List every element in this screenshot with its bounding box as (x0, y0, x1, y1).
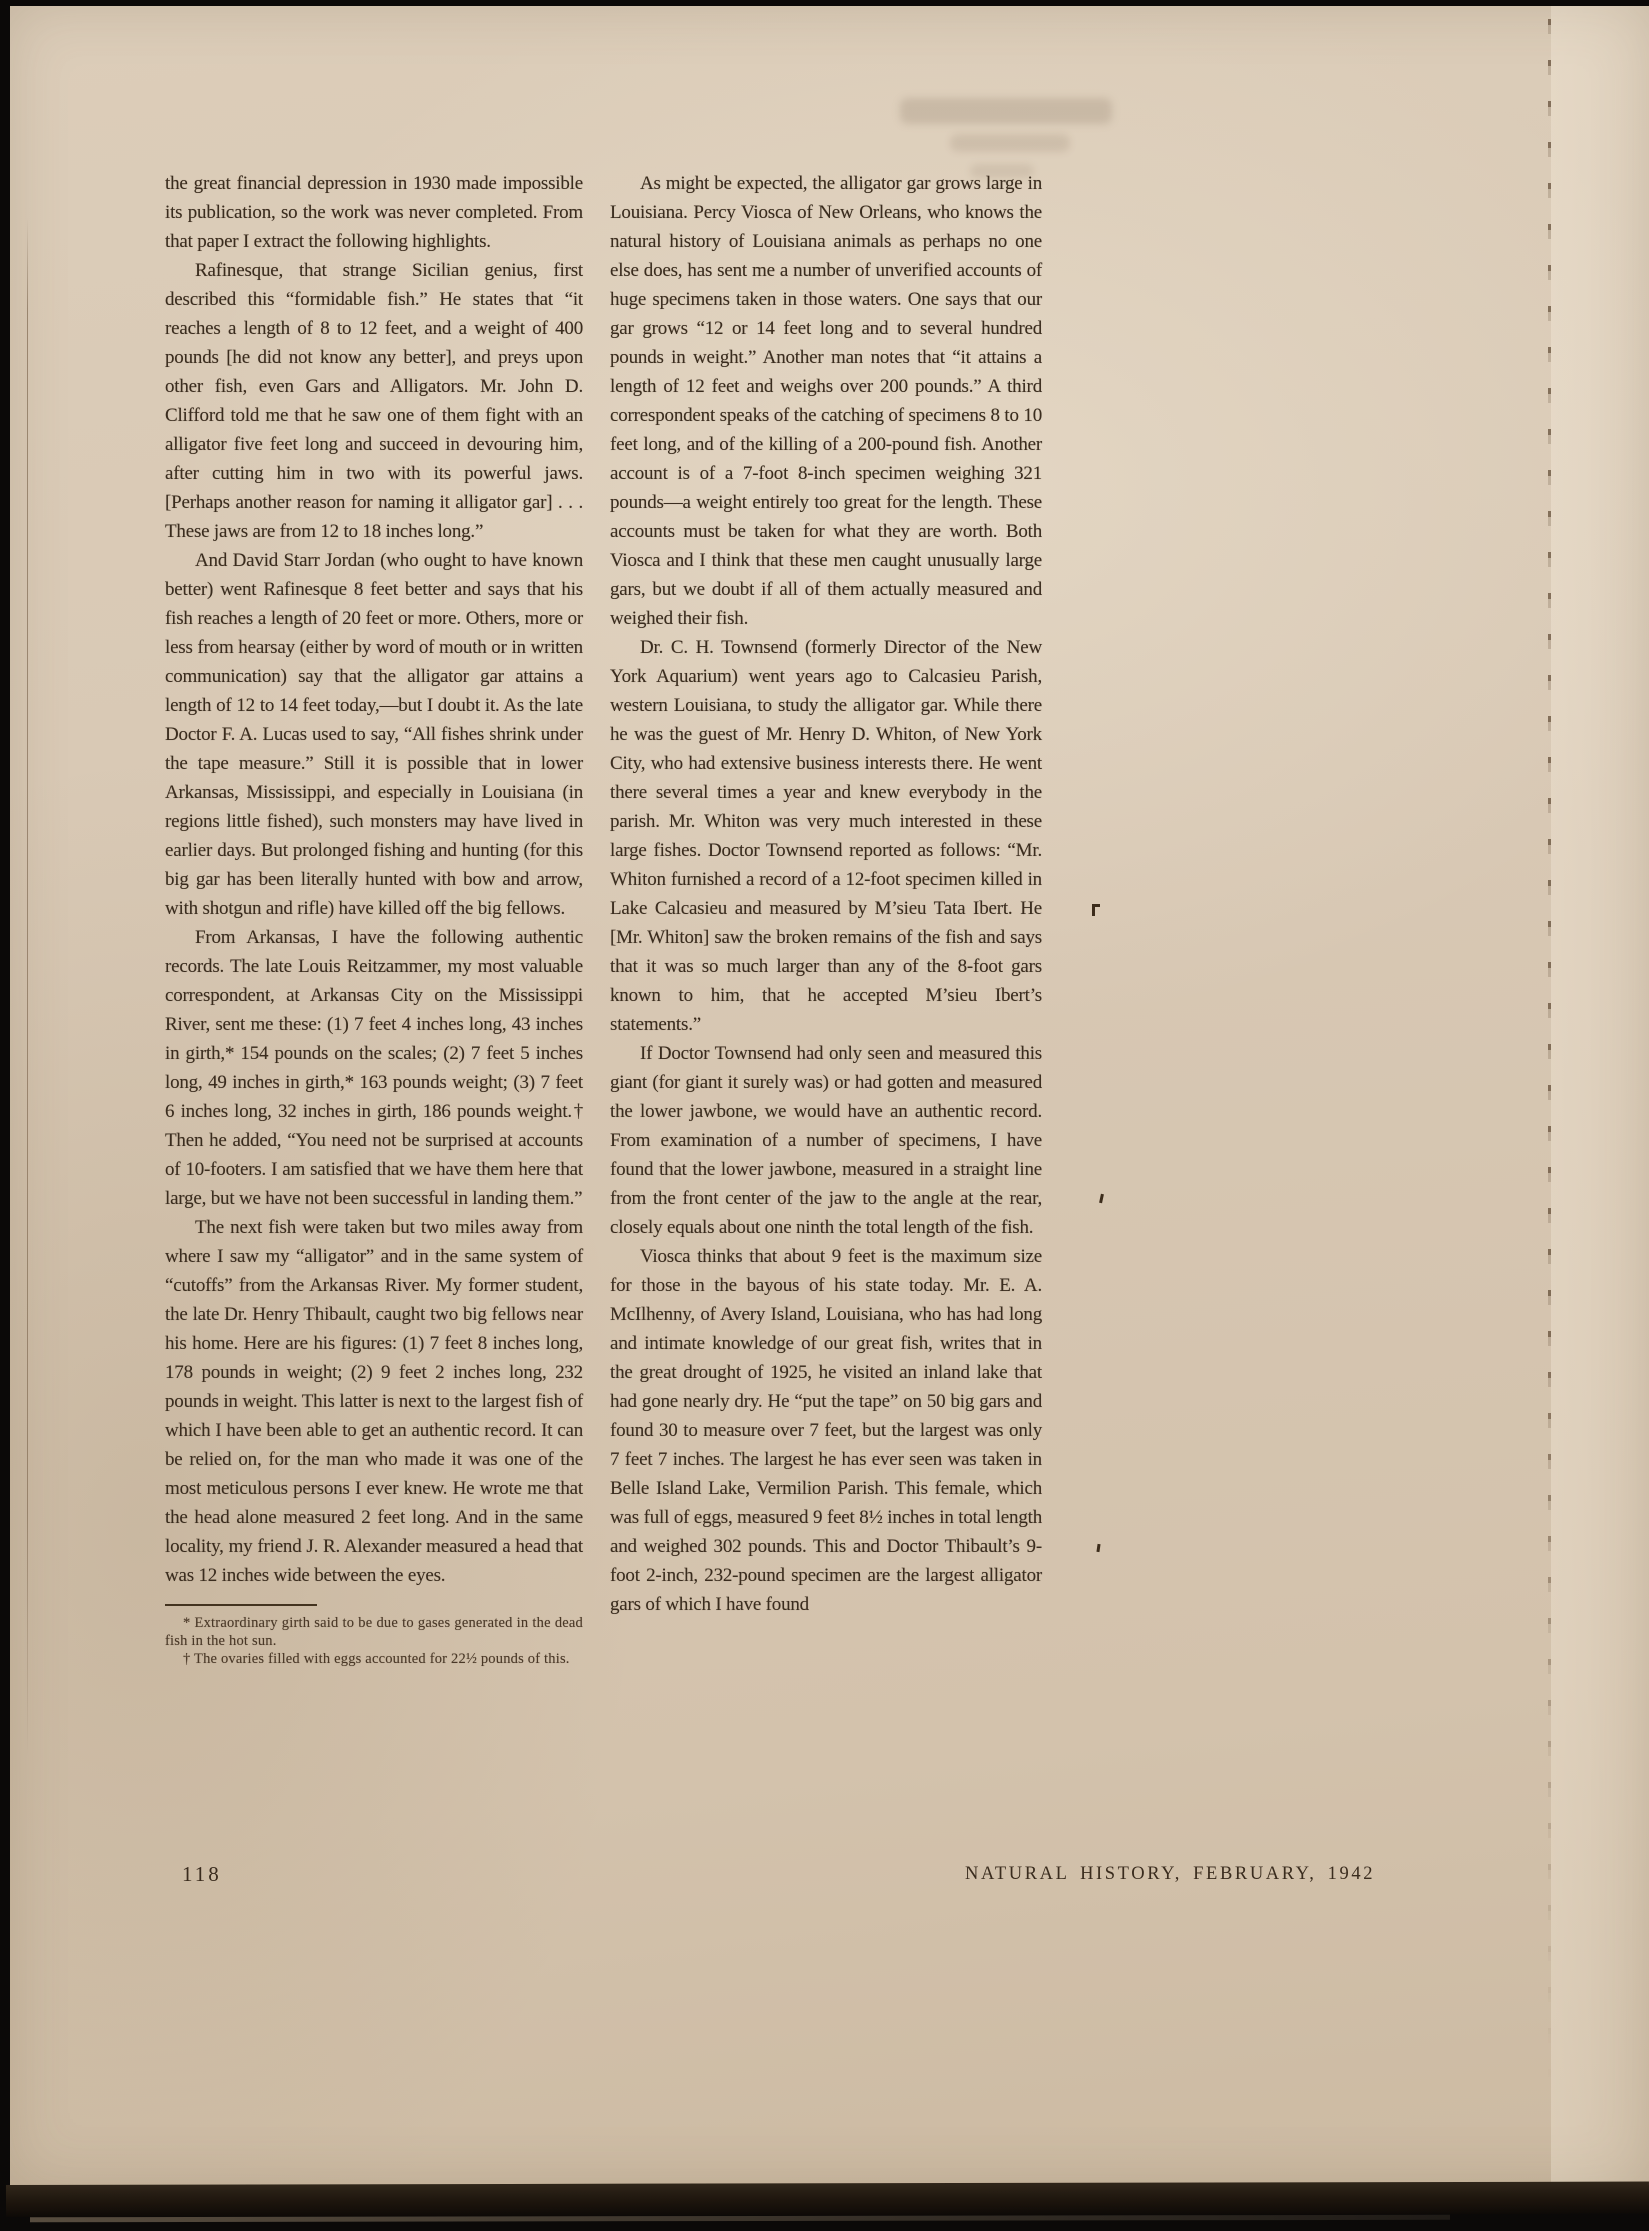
footnote-rule (165, 1604, 317, 1606)
paragraph: From Arkansas, I have the following authentic records. The late Louis Reitzammer, my most valuable correspondent, at Arkansas City on the Mississippi River, sent me these: (1) 7 feet 4 inches long, 43 inches in girth,* 154 pounds on the scales; (2) 7 feet 5 inches long, 49 inches in girth,* 163 pounds weight; (3) 7 feet 6 inches long, 32 inches in girth, 186 pounds weight.† Then he added, “You need not be surprised at accounts of 10-footers. I am satisfied that we have them here that large, but we have not been successful in landing them.” (165, 927, 583, 1209)
bleed-through-artifact (950, 134, 1070, 152)
paragraph: If Doctor Townsend had only seen and measured this giant (for giant it surely was) or had gotten and measured the lower jawbone, we would have an authentic record. From examination of a number of specimens, I have found that the lower jawbone, measured in a straight line from the front center of the jaw to the angle at the rear, closely equals about one ninth the total length of the fish. (610, 1043, 1042, 1238)
page-edge-strip (1551, 6, 1649, 2185)
book-edge-shadow (6, 2182, 1649, 2217)
paragraph: Dr. C. H. Townsend (formerly Director of the New York Aquarium) went years ago to Calcasieu Parish, western Louisiana, to study the alligator gar. While there he was the guest of Mr. Henry D. Whiton, of New York City, who had extensive business interests there. He went there several times a year and knew everybody in the parish. Mr. Whiton was very much interested in these large fishes. Doctor Townsend reported as follows: “Mr. Whiton furnished a record of a 12-foot specimen killed in Lake Calcasieu and measured by M’sieu Tata Ibert. He [Mr. Whiton] saw the broken remains of the fish and says that it was so much larger than any of the 8-foot gars known to him, that he accepted M’sieu Ibert’s statements.” (610, 637, 1042, 1035)
left-text-column (165, 169, 583, 1668)
paragraph: And David Starr Jordan (who ought to have known better) went Rafinesque 8 feet better and says that his fish reaches a length of 20 feet or more. Others, more or less from hearsay (either by word of mouth or in written communication) say that the alligator gar attains a length of 12 to 14 feet today,—but I doubt it. As the late Doctor F. A. Lucas used to say, “All fishes shrink under the tape measure.” Still it is possible that in lower Arkansas, Mississippi, and especially in Louisiana (in regions little fished), such monsters may have lived in earlier days. But prolonged fishing and hunting (for this big gar has been literally hunted with bow and arrow, with shotgun and rifle) have killed off the big fellows. (165, 550, 583, 919)
footnote: * Extraordinary girth said to be due to gases generated in the dead fish in the hot sun. (165, 1615, 583, 1649)
paragraph: the great financial depression in 1930 made impossible its publication, so the work was never completed. From that paper I extract the following highlights. (165, 173, 583, 252)
book-edge-highlight (30, 2215, 1450, 2222)
ink-speck (1092, 904, 1095, 916)
binding-crease-line (1548, 10, 1551, 2150)
paragraph: As might be expected, the alligator gar grows large in Louisiana. Percy Viosca of New Orleans, who knows the natural history of Louisiana animals as perhaps no one else does, has sent me a number of unverified accounts of huge specimens taken in those waters. One says that our gar grows “12 or 14 feet long and to several hundred pounds in weight.” Another man notes that “it attains a length of 12 feet and weighs over 200 pounds.” A third correspondent speaks of the catching of specimens 8 to 10 feet long, and of the killing of a 200-pound fish. Another account is of a 7-foot 8-inch specimen weighing 321 pounds—a weight entirely too great for the length. These accounts must be taken for what they are worth. Both Viosca and I think that these men caught unusually large gars, but we doubt if all of them actually measured and weighed their fish. (610, 173, 1042, 629)
footnote: † The ovaries filled with eggs accounted for 22½ pounds of this. (183, 1651, 570, 1667)
bleed-through-artifact (900, 98, 1112, 124)
ink-speck (1099, 1194, 1104, 1203)
footnote-block (165, 1614, 583, 1668)
page-number: 118 (182, 1862, 222, 1886)
journal-footer: NATURAL HISTORY, FEBRUARY, 1942 (965, 1864, 1376, 1884)
paper-sheet (10, 6, 1649, 2185)
paragraph: Viosca thinks that about 9 feet is the maximum size for those in the bayous of his state today. Mr. E. A. McIlhenny, of Avery Island, Louisiana, who has had long and intimate knowledge of our great fish, writes that in the great drought of 1925, he visited an inland lake that had gone nearly dry. He “put the tape” on 50 big gars and found 30 to measure over 7 feet, but the largest was only 7 feet 7 inches. The largest he has ever seen was taken in Belle Island Lake, Vermilion Parish. This female, which was full of eggs, measured 9 feet 8½ inches in total length and weighed 302 pounds. This and Doctor Thibault’s 9-foot 2-inch, 232-pound specimen are the largest alligator gars of which I have found (610, 1246, 1042, 1615)
paragraph: The next fish were taken but two miles away from where I saw my “alligator” and in the same system of “cutoffs” from the Arkansas River. My former student, the late Dr. Henry Thibault, caught two big fellows near his home. Here are his figures: (1) 7 feet 8 inches long, 178 pounds in weight; (2) 9 feet 2 inches long, 232 pounds in weight. This latter is next to the largest fish of which I have been able to get an authentic record. It can be relied on, for the man who made it was one of the most meticulous persons I ever knew. He wrote me that the head alone measured 2 feet long. And in the same locality, my friend J. R. Alexander measured a head that was 12 inches wide between the eyes. (165, 1217, 583, 1586)
paragraph: Rafinesque, that strange Sicilian genius, first described this “formidable fish.” He states that “it reaches a length of 8 to 12 feet, and a weight of 400 pounds [he did not know any better], and preys upon other fish, even Gars and Alligators. Mr. John D. Clifford told me that he saw one of them fight with an alligator five feet long and succeed in devouring him, after cutting him in two with its powerful jaws. [Perhaps another reason for naming it alligator gar] . . . These jaws are from 12 to 18 inches long.” (165, 260, 583, 542)
ink-speck (1096, 1544, 1100, 1552)
right-text-column (610, 169, 1042, 1619)
left-margin-crease (27, 218, 28, 1758)
